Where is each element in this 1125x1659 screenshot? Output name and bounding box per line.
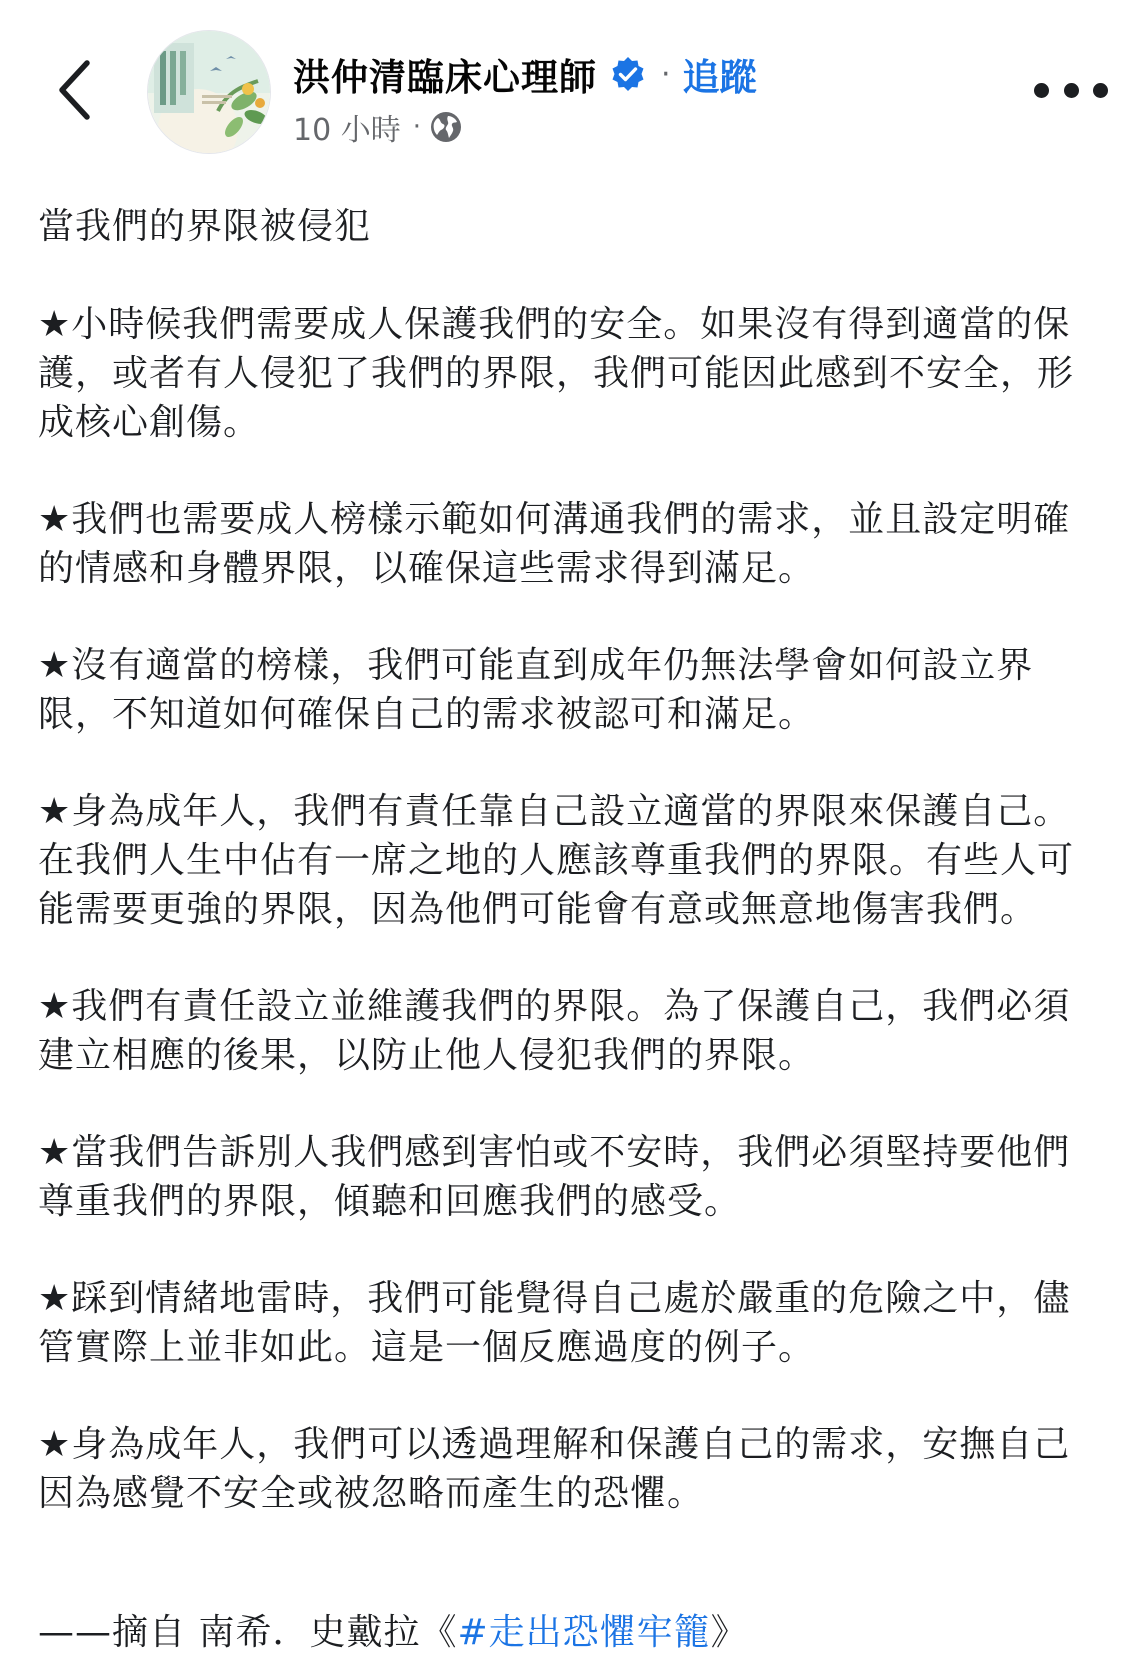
post-header <box>0 0 1125 175</box>
post-paragraph: ★沒有適當的榜樣，我們可能直到成年仍無法學會如何設立界限，不知道如何確保自己的需求被認可和滿足。 <box>38 645 1034 735</box>
author-row <box>293 46 757 102</box>
meta-separator-dot: · <box>412 112 421 142</box>
post-body <box>38 202 1093 1566</box>
post-paragraph: ★小時候我們需要成人保護我們的安全。如果沒有得到適當的保護，或者有人侵犯了我們的界限，我們可能因此感到不安全，形成核心創傷。 <box>38 304 1075 443</box>
source-prefix: ——摘自 南希．史戴拉《 <box>38 1612 458 1653</box>
post-paragraph: ★我們有責任設立並維護我們的界限。為了保護自己，我們必須建立相應的後果，以防止他人侵犯我們的界限。 <box>38 986 1071 1076</box>
more-horizontal-icon <box>1093 83 1108 98</box>
post-paragraph: ★當我們告訴別人我們感到害怕或不安時，我們必須堅持要他們尊重我們的界限，傾聽和回應我們的感受。 <box>38 1132 1071 1222</box>
hashtag-link[interactable]: #走出恐懼牢籠 <box>457 1612 711 1653</box>
author-avatar[interactable] <box>147 30 271 154</box>
globe-icon[interactable] <box>429 110 463 144</box>
more-horizontal-icon <box>1034 83 1049 98</box>
back-button[interactable] <box>44 52 104 128</box>
source-suffix: 》 <box>710 1612 748 1653</box>
post-paragraph: ★身為成年人，我們有責任靠自己設立適當的界限來保護自己。在我們人生中佔有一席之地的人應該尊重我們的界限。有些人可能需要更強的界限，因為他們可能會有意或無意地傷害我們。 <box>38 791 1075 930</box>
book-cover-avatar-image <box>148 31 270 153</box>
follow-button[interactable]: 追蹤 <box>682 56 757 99</box>
separator-dot: · <box>661 56 671 92</box>
post-paragraph: ★身為成年人，我們可以透過理解和保護自己的需求，安撫自己因為感覺不安全或被忽略而產生的恐懼。 <box>38 1424 1071 1514</box>
post-title: 當我們的界限被侵犯 <box>38 206 372 247</box>
more-options-button[interactable] <box>1034 70 1108 110</box>
post-timestamp[interactable]: 10 小時 <box>293 113 401 148</box>
author-name[interactable]: 洪仲清臨床心理師 <box>293 56 597 99</box>
chevron-left-icon <box>56 58 92 122</box>
verified-badge-icon <box>609 55 647 93</box>
more-horizontal-icon <box>1064 83 1079 98</box>
source-citation <box>38 1608 748 1657</box>
post-paragraph: ★踩到情緒地雷時，我們可能覺得自己處於嚴重的危險之中，儘管實際上並非如此。這是一個反應過度的例子。 <box>38 1278 1071 1368</box>
post-meta <box>293 105 463 149</box>
post-paragraph: ★我們也需要成人榜樣示範如何溝通我們的需求，並且設定明確的情感和身體界限，以確保這些需求得到滿足。 <box>38 499 1071 589</box>
